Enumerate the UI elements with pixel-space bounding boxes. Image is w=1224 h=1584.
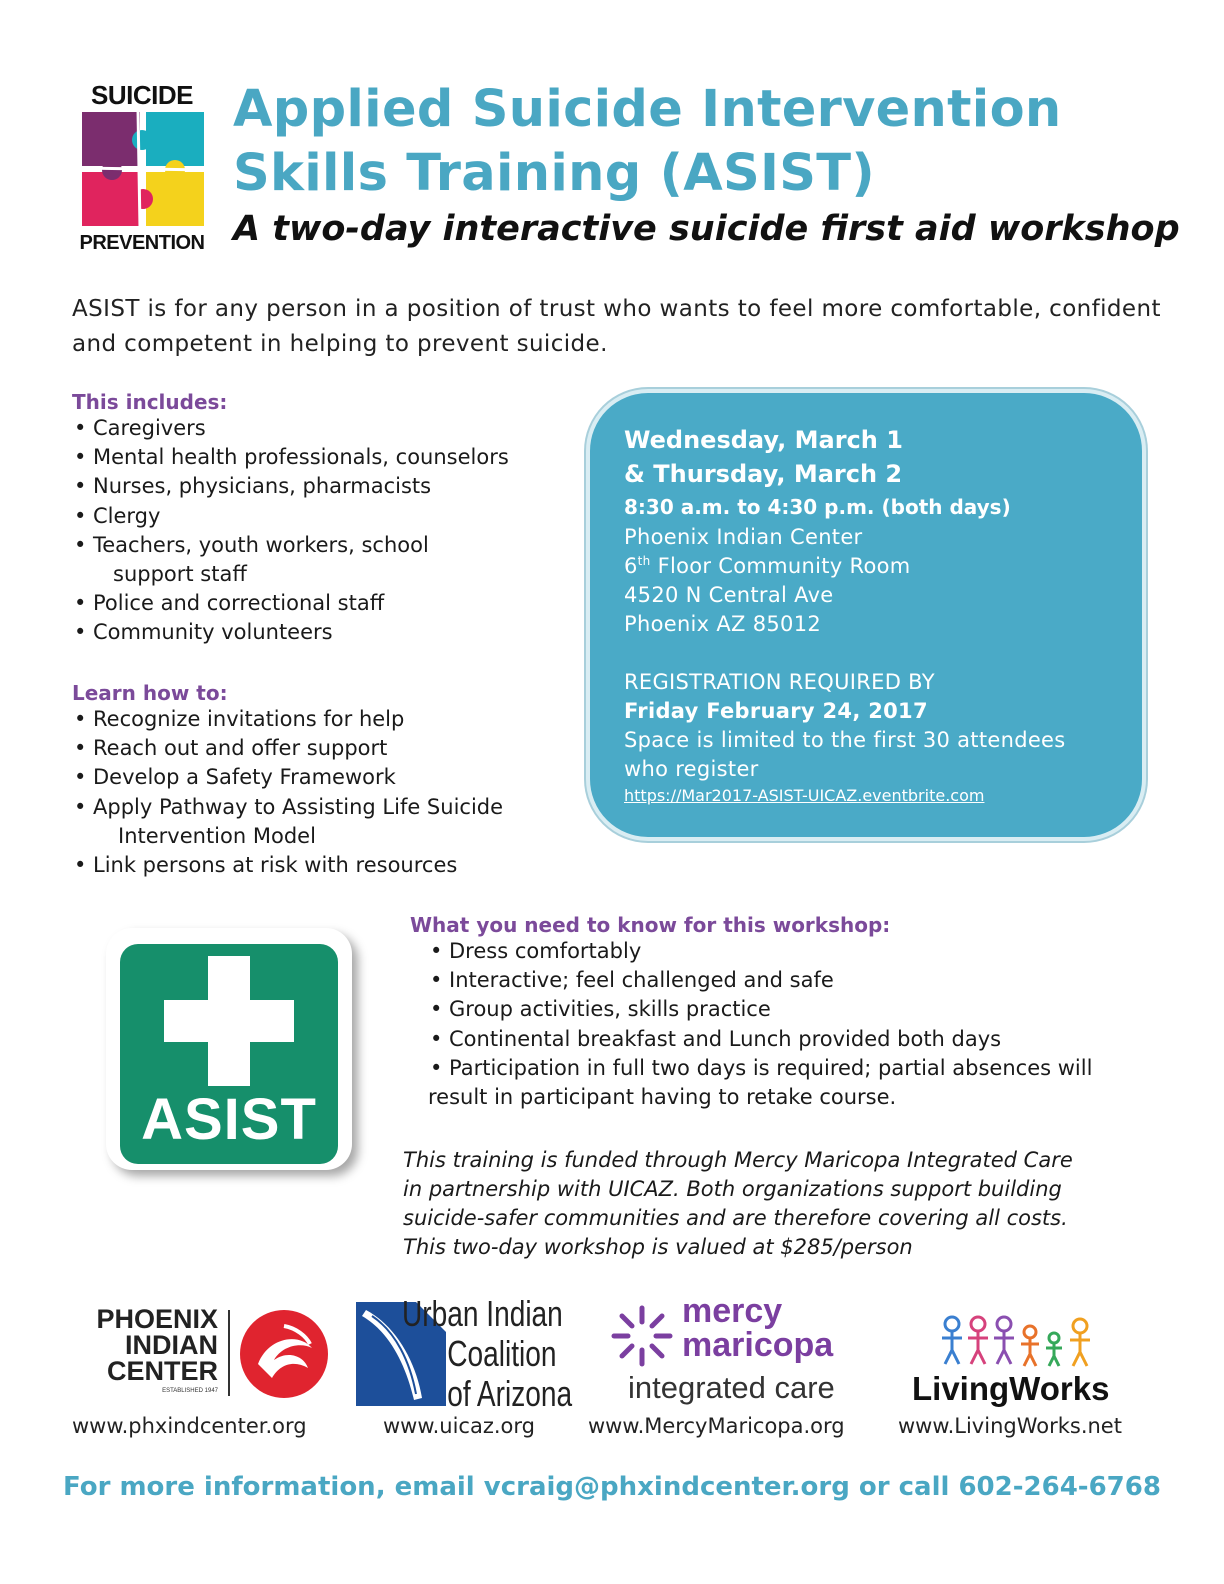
list-item: • Apply Pathway to Assisting Life Suicide Intervention Model xyxy=(72,793,592,851)
first-aid-cross-icon xyxy=(164,956,294,1086)
list-item: • Teachers, youth workers, school support staff xyxy=(72,531,592,589)
includes-section xyxy=(72,390,592,648)
mercy-maricopa-logo xyxy=(610,1292,860,1408)
funding-line: This two-day workshop is valued at $285/person xyxy=(403,1235,913,1259)
people-icon xyxy=(942,1312,1098,1368)
funding-note xyxy=(403,1146,1163,1262)
asist-logo-text: ASIST xyxy=(141,1087,317,1152)
uicaz-name-line: of Arizona xyxy=(447,1373,573,1414)
uicaz-name-line: Urban Indian xyxy=(402,1293,563,1334)
funding-line: This training is funded through Mercy Maricopa Integrated Care xyxy=(403,1148,1073,1172)
page-subtitle: A two-day interactive suicide first aid workshop xyxy=(233,209,1180,249)
suicide-prevention-logo xyxy=(74,78,210,256)
registration-date: Friday February 24, 2017 xyxy=(624,699,928,723)
event-venue: Phoenix Indian Center xyxy=(624,525,863,549)
registration-label: REGISTRATION REQUIRED BY xyxy=(624,670,935,694)
footer-contact: For more information, email vcraig@phxindcenter.org or call 602-264-6768 xyxy=(63,1472,1161,1502)
pic-url[interactable]: www.phxindcenter.org xyxy=(72,1414,307,1438)
includes-heading: This includes: xyxy=(72,390,228,414)
uicaz-url[interactable]: www.uicaz.org xyxy=(383,1414,535,1438)
list-item: • Interactive; feel challenged and safe xyxy=(428,966,1170,995)
learn-section xyxy=(72,681,592,880)
phoenix-indian-center-logo xyxy=(82,1306,334,1402)
space-limit-line-1: Space is limited to the first 30 attendees xyxy=(624,728,1066,752)
intro-paragraph: ASIST is for any person in a position of trust who wants to feel more comfortable, confident and competent in helping to prevent suicide. xyxy=(72,296,1161,357)
list-item: • Clergy xyxy=(72,502,592,531)
list-item: • Recognize invitations for help xyxy=(72,705,592,734)
need-heading: What you need to know for this workshop: xyxy=(410,913,891,937)
list-item: • Mental health professionals, counselors xyxy=(72,443,592,472)
mercy-name-line: mercy xyxy=(682,1292,783,1330)
pic-name-line: INDIAN xyxy=(125,1330,218,1360)
mercy-tagline: integrated care xyxy=(628,1370,835,1405)
list-item: • Community volunteers xyxy=(72,618,592,647)
livingworks-name: LivingWorks xyxy=(912,1370,1110,1407)
event-info-box xyxy=(586,389,1146,841)
list-item: • Dress comfortably xyxy=(428,937,1170,966)
mercy-url[interactable]: www.MercyMaricopa.org xyxy=(588,1414,845,1438)
puzzle-icon xyxy=(80,110,208,228)
registration-link[interactable]: https://Mar2017-ASIST-UICAZ.eventbrite.com xyxy=(624,786,985,805)
list-item: • Reach out and offer support xyxy=(72,734,592,763)
space-limit-line-2: who register xyxy=(624,757,759,781)
list-item: • Caregivers xyxy=(72,414,592,443)
pic-name-line: CENTER xyxy=(106,1356,218,1386)
logo-top-text: SUICIDE xyxy=(91,80,193,110)
asist-logo xyxy=(106,928,362,1174)
page-title xyxy=(233,78,1153,206)
logo-bottom-text: PREVENTION xyxy=(79,232,205,254)
funding-line: suicide-safer communities and are therefore covering all costs. xyxy=(403,1206,1068,1230)
need-tail-text: result in participant having to retake course. xyxy=(428,1085,897,1110)
event-street: 4520 N Central Ave xyxy=(624,583,834,607)
event-day-1: Wednesday, March 1 xyxy=(624,426,903,454)
list-item: • Participation in full two days is required; partial absences will xyxy=(428,1054,1170,1083)
sunburst-icon xyxy=(610,1304,674,1368)
need-to-know-section xyxy=(410,913,1170,1112)
pic-established: ESTABLISHED 1947 xyxy=(162,1388,218,1394)
event-floor: 6th Floor Community Room xyxy=(624,554,911,578)
event-city: Phoenix AZ 85012 xyxy=(624,612,822,636)
livingworks-logo xyxy=(912,1312,1128,1412)
mercy-name-line: maricopa xyxy=(682,1326,834,1364)
title-line-2: Skills Training (ASIST) xyxy=(233,144,876,203)
list-item: • Continental breakfast and Lunch provided both days xyxy=(428,1025,1170,1054)
uicaz-name-line: Coalition xyxy=(447,1333,557,1374)
livingworks-url[interactable]: www.LivingWorks.net xyxy=(898,1414,1122,1438)
list-item: • Develop a Safety Framework xyxy=(72,763,592,792)
uicaz-logo xyxy=(356,1293,586,1414)
list-item: • Link persons at risk with resources xyxy=(72,851,592,880)
list-item: • Group activities, skills practice xyxy=(428,995,1170,1024)
learn-heading: Learn how to: xyxy=(72,681,228,705)
event-time: 8:30 a.m. to 4:30 p.m. (both days) xyxy=(624,495,1011,519)
pic-name-line: PHOENIX xyxy=(96,1304,218,1334)
funding-line: in partnership with UICAZ. Both organizations support building xyxy=(403,1177,1062,1201)
event-day-2: & Thursday, March 2 xyxy=(624,460,903,488)
list-item: • Police and correctional staff xyxy=(72,589,592,618)
phoenix-bird-icon xyxy=(238,1308,330,1400)
title-line-1: Applied Suicide Intervention xyxy=(233,80,1062,139)
list-item: • Nurses, physicians, pharmacists xyxy=(72,472,592,501)
